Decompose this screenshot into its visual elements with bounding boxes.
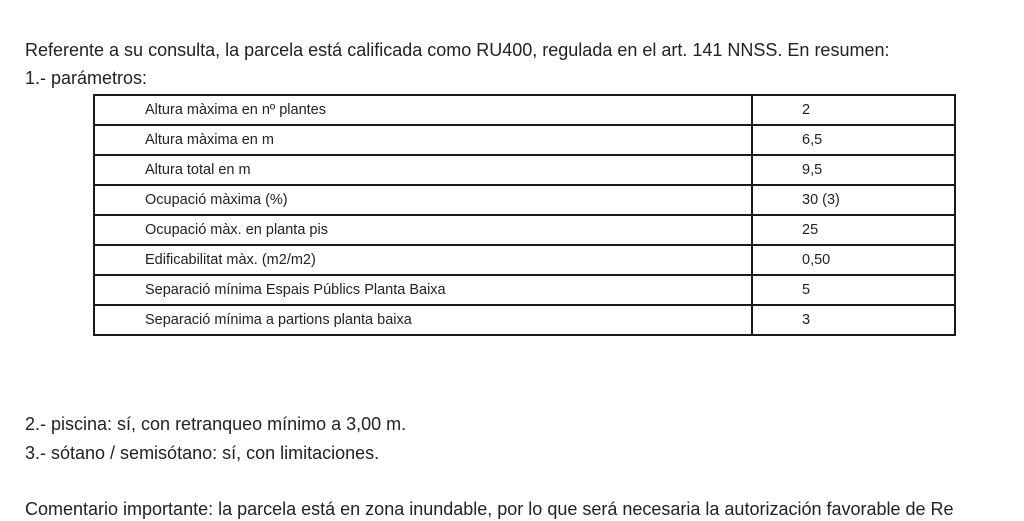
table-row [94,215,955,245]
important-comment: Comentario importante: la parcela está en zona inundable, por lo que será necesaria la autorización favorable de Re [25,499,954,519]
table-row [94,245,955,275]
parameters-table [93,94,956,336]
param-value: 9,5 [752,155,955,185]
param-label: Separació mínima a partions planta baixa [94,305,752,335]
param-label: Ocupació màxima (%) [94,185,752,215]
table-row [94,155,955,185]
param-label: Altura màxima en nº plantes [94,95,752,125]
intro-text: Referente a su consulta, la parcela está calificada como RU400, regulada en el art. 141 NNSS. En resumen: [25,40,890,60]
table-row [94,185,955,215]
basement-text: 3.- sótano / semisótano: sí, con limitaciones. [25,443,380,463]
param-label: Altura total en m [94,155,752,185]
param-label: Ocupació màx. en planta pis [94,215,752,245]
pool-text: 2.- piscina: sí, con retranqueo mínimo a 3,00 m. [25,414,407,434]
param-value: 3 [752,305,955,335]
param-value: 30 (3) [752,185,955,215]
param-value: 0,50 [752,245,955,275]
param-label: Separació mínima Espais Públics Planta Baixa [94,275,752,305]
param-value: 5 [752,275,955,305]
param-label: Edificabilitat màx. (m2/m2) [94,245,752,275]
param-value: 6,5 [752,125,955,155]
param-value: 2 [752,95,955,125]
param-label: Altura màxima en m [94,125,752,155]
param-value: 25 [752,215,955,245]
table-row [94,305,955,335]
parameters-heading: 1.- parámetros: [25,68,148,88]
table-row [94,125,955,155]
table-row [94,95,955,125]
table-row [94,275,955,305]
